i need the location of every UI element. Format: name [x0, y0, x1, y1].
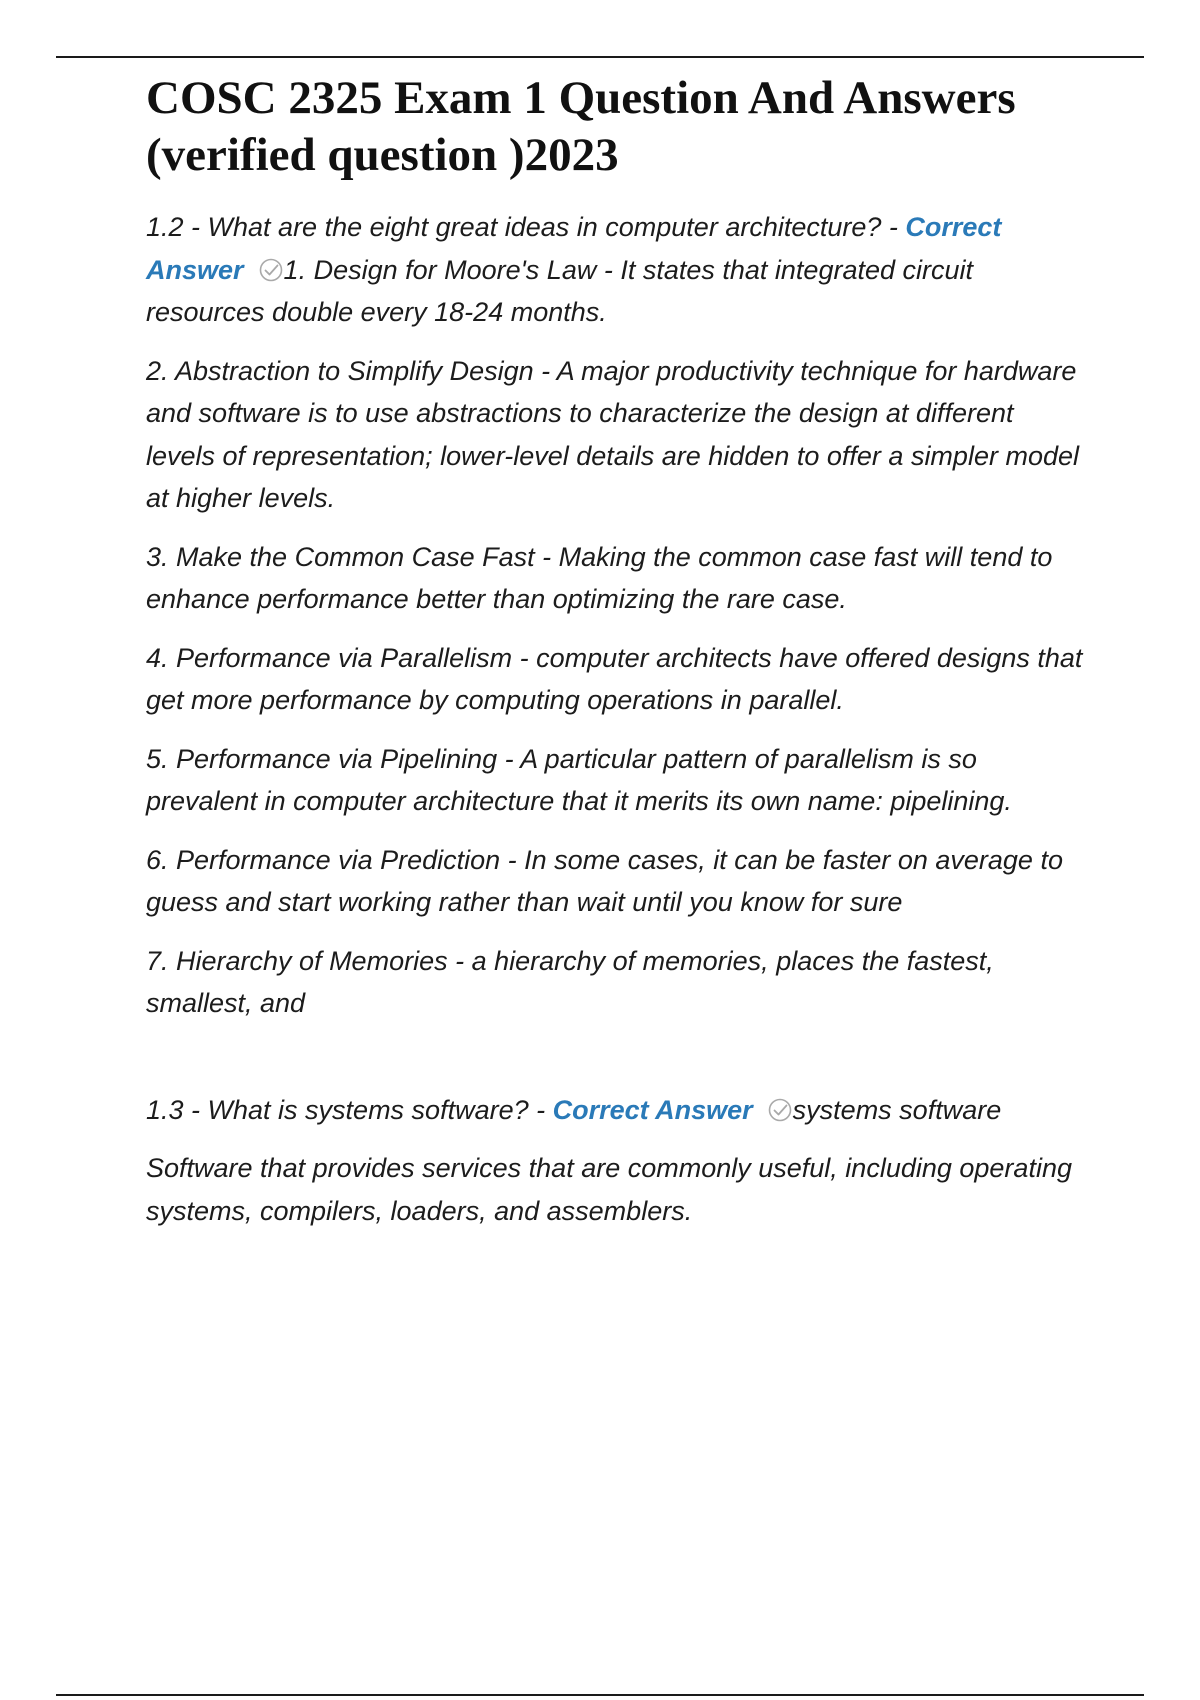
question-text: 1.3 - What is systems software? - — [146, 1094, 553, 1125]
answer-paragraph: 3. Make the Common Case Fast - Making the common case fast will tend to enhance performance better than optimizing the rare case. — [146, 541, 1053, 614]
document-title: COSC 2325 Exam 1 Question And Answers (verified question )2023 — [146, 72, 1016, 181]
question-paragraph — [146, 1089, 1086, 1132]
correct-answer-label: Correct Answer — [146, 212, 1002, 285]
answer-paragraph: 5. Performance via Pipelining - A particular pattern of parallelism is so prevalent in computer architecture that it merits its own name: pipelining. — [146, 743, 1012, 816]
answer-paragraph: 6. Performance via Prediction - In some cases, it can be faster on average to guess and start working rather than wait until you know for sure — [146, 844, 1063, 917]
answer-paragraph: Software that provides services that are commonly useful, including operating systems, compilers, loaders, and assemblers. — [146, 1153, 1072, 1226]
section-spacer — [146, 1041, 1086, 1089]
bottom-rule — [56, 1694, 1144, 1696]
question-paragraph — [146, 206, 1086, 334]
top-rule — [56, 56, 1144, 58]
answer-paragraph: 4. Performance via Parallelism - computer architects have offered designs that get more performance by computing operations in parallel. — [146, 642, 1083, 715]
answer-paragraph: 2. Abstraction to Simplify Design - A major productivity technique for hardware and software is to use abstractions to characterize the design at different levels of representation; lower-level details are hidden to offer a simpler model at higher levels. — [146, 355, 1079, 513]
check-badge-icon — [767, 1097, 793, 1123]
question-text: 1.2 - What are the eight great ideas in computer architecture? - — [146, 212, 906, 242]
answer-paragraph: 7. Hierarchy of Memories - a hierarchy of memories, places the fastest, smallest, and — [146, 945, 994, 1018]
document-page — [146, 70, 1086, 1248]
answer-text: systems software — [792, 1094, 1002, 1125]
correct-answer-label: Correct Answer — [552, 1094, 753, 1125]
check-badge-icon — [258, 257, 284, 283]
answer-text: 1. Design for Moore's Law - It states that integrated circuit resources double every 18-24 months. — [146, 254, 974, 327]
